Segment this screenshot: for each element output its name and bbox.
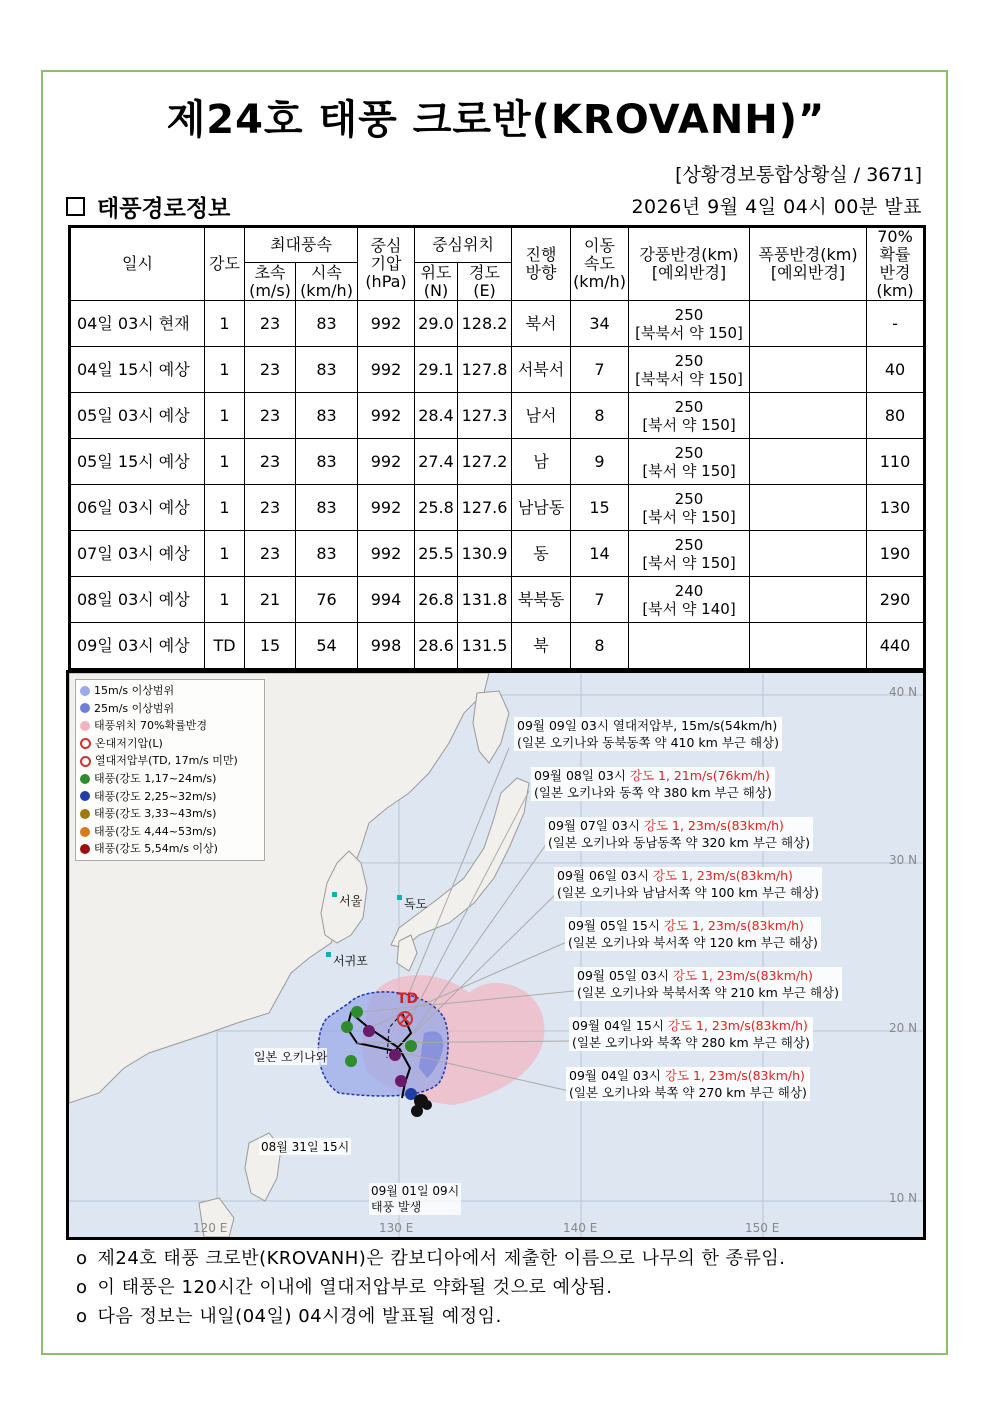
cell-storm-radius — [750, 347, 867, 393]
typhoon-symbol-icon — [80, 844, 90, 854]
cell-storm-radius — [750, 301, 867, 347]
lon-label-140: 140 E — [563, 1221, 598, 1235]
cell-lat: 28.4 — [415, 393, 458, 439]
cell-gale-radius — [629, 393, 750, 439]
legend-swatch-icon — [80, 721, 90, 731]
cell-intensity: TD — [205, 623, 245, 670]
lat-label-10: 10 N — [889, 1191, 918, 1205]
track-map — [66, 670, 926, 1240]
cell-wind-ms: 15 — [245, 623, 296, 670]
lat-label-30: 30 N — [889, 853, 918, 867]
callout-intensity: 강도 1, 21m/s(76km/h) — [629, 768, 770, 783]
cell-prob-radius: 440 — [867, 623, 925, 670]
th-wind-ms: 초속 (m/s) — [245, 263, 296, 301]
note-item — [76, 1302, 785, 1331]
table-row — [70, 393, 925, 439]
cell-wind-ms: 23 — [245, 531, 296, 577]
lon-label-120: 120 E — [193, 1221, 228, 1235]
gale-value: 250 — [674, 305, 704, 324]
note-item — [76, 1244, 785, 1273]
cell-wind-kmh: 83 — [296, 485, 358, 531]
cell-storm-radius — [750, 439, 867, 485]
cell-lat: 29.1 — [415, 347, 458, 393]
cell-prob-radius: 110 — [867, 439, 925, 485]
legend-label: 온대저기압(L) — [95, 736, 163, 750]
cell-lon: 131.8 — [458, 577, 512, 623]
cell-direction: 남서 — [512, 393, 571, 439]
cell-intensity: 1 — [205, 439, 245, 485]
th-speed: 이동 속도 (km/h) — [571, 227, 629, 301]
lon-label-150: 150 E — [745, 1221, 780, 1235]
legend-label: 태풍(강도 1,17~24m/s) — [94, 771, 217, 785]
th-datetime: 일시 — [70, 227, 205, 301]
legend-label: 태풍위치 70%확률반경 — [94, 719, 207, 733]
cell-wind-kmh: 83 — [296, 301, 358, 347]
typhoon-symbol-icon — [80, 791, 90, 801]
cell-datetime: 04일 03시 현재 — [70, 301, 205, 347]
table-row — [70, 485, 925, 531]
callout-time: 09월 06일 03시 — [557, 868, 653, 883]
track-callout — [566, 1067, 810, 1101]
cell-speed: 7 — [571, 577, 629, 623]
callout-intensity: 강도 1, 23m/s(83km/h) — [652, 868, 793, 883]
callout-time: 09월 05일 03시 — [577, 968, 673, 983]
th-wind-kmh: 시속 (km/h) — [296, 263, 358, 301]
cell-wind-ms: 23 — [245, 439, 296, 485]
cell-direction: 동 — [512, 531, 571, 577]
cell-storm-radius — [750, 577, 867, 623]
callout-location: (일본 오키나와 북쪽 약 280 km 부근 해상) — [572, 1035, 810, 1050]
legend-item — [80, 752, 260, 770]
cell-speed: 7 — [571, 347, 629, 393]
cell-lat: 27.4 — [415, 439, 458, 485]
cell-storm-radius — [750, 393, 867, 439]
legend-label: 태풍(강도 2,25~32m/s) — [94, 789, 217, 803]
callout-time: 09월 07일 03시 — [548, 818, 644, 833]
cell-wind-kmh: 83 — [296, 347, 358, 393]
legend-label: 15m/s 이상범위 — [94, 684, 175, 697]
cell-wind-kmh: 76 — [296, 577, 358, 623]
legend-item — [80, 770, 260, 788]
cell-lat: 25.5 — [415, 531, 458, 577]
callout-location: (일본 오키나와 동남동쪽 약 320 km 부근 해상) — [548, 835, 810, 850]
past-position-label: 08월 31일 15시 — [261, 1140, 350, 1154]
callout-location: (일본 오키나와 북서쪽 약 120 km 부근 해상) — [568, 935, 818, 950]
cell-datetime: 09일 03시 예상 — [70, 623, 205, 670]
cell-gale-radius — [629, 577, 750, 623]
track-table — [68, 225, 926, 671]
track-callout — [565, 917, 821, 951]
note-text: 이 태풍은 120시간 이내에 열대저압부로 약화될 것으로 예상됨. — [97, 1277, 613, 1298]
genesis-label: 09월 01일 09시 태풍 발생 — [371, 1184, 460, 1214]
th-pressure: 중심 기압 (hPa) — [358, 227, 415, 301]
cell-lat: 29.0 — [415, 301, 458, 347]
legend-label: 태풍(강도 5,54m/s 이상) — [94, 842, 218, 856]
cell-pressure: 998 — [358, 623, 415, 670]
cell-lat: 28.6 — [415, 623, 458, 670]
callout-intensity: 강도 1, 23m/s(83km/h) — [643, 818, 784, 833]
place-dokdo: 독도 — [404, 897, 428, 911]
cell-intensity: 1 — [205, 393, 245, 439]
section-title: 태풍경로정보 — [97, 196, 231, 222]
track-callout — [531, 767, 775, 801]
gale-value: 250 — [674, 535, 704, 554]
cell-wind-ms: 23 — [245, 393, 296, 439]
cell-wind-ms: 23 — [245, 347, 296, 393]
cell-lon: 128.2 — [458, 301, 512, 347]
callout-intensity: 강도 1, 23m/s(83km/h) — [664, 1068, 805, 1083]
lat-label-20: 20 N — [889, 1021, 918, 1035]
legend-item — [80, 823, 260, 841]
cell-wind-kmh: 83 — [296, 439, 358, 485]
cell-wind-kmh: 54 — [296, 623, 358, 670]
callout-location: (일본 오키나와 동쪽 약 380 km 부근 해상) — [534, 785, 772, 800]
table-row — [70, 623, 925, 670]
td-label: TD — [397, 991, 419, 1007]
table-row — [70, 439, 925, 485]
gale-value: 250 — [674, 351, 704, 370]
cell-prob-radius: 190 — [867, 531, 925, 577]
legend-label: 25m/s 이상범위 — [94, 701, 175, 715]
cell-storm-radius — [750, 531, 867, 577]
place-seoul: 서울 — [339, 894, 363, 908]
cell-speed: 8 — [571, 623, 629, 670]
cell-lat: 26.8 — [415, 577, 458, 623]
cell-direction: 남남동 — [512, 485, 571, 531]
cell-prob-radius: - — [867, 301, 925, 347]
legend-item — [80, 700, 260, 718]
cell-speed: 14 — [571, 531, 629, 577]
cell-prob-radius: 80 — [867, 393, 925, 439]
callout-location: (일본 오키나와 동북동쪽 약 410 km 부근 해상) — [517, 735, 779, 750]
cell-lon: 131.5 — [458, 623, 512, 670]
table-row — [70, 347, 925, 393]
cell-gale-radius — [629, 531, 750, 577]
cell-datetime: 04일 15시 예상 — [70, 347, 205, 393]
bullet-icon: o — [76, 1277, 88, 1298]
legend-label: 태풍(강도 3,33~43m/s) — [94, 807, 217, 821]
cell-intensity: 1 — [205, 485, 245, 531]
th-max-wind: 최대풍속 — [245, 227, 358, 263]
typhoon-symbol-icon — [80, 809, 90, 819]
lon-label-130: 130 E — [379, 1221, 414, 1235]
callout-intensity: 강도 1, 23m/s(83km/h) — [663, 918, 804, 933]
th-gale: 강풍반경(km) [예외반경] — [629, 227, 750, 301]
cell-pressure: 992 — [358, 301, 415, 347]
legend-label: 태풍(강도 4,44~53m/s) — [94, 824, 217, 838]
cell-direction: 북서 — [512, 301, 571, 347]
checkbox-icon — [66, 197, 85, 216]
th-lat: 위도 (N) — [415, 263, 458, 301]
cell-wind-kmh: 83 — [296, 393, 358, 439]
cell-pressure: 992 — [358, 347, 415, 393]
gale-exception: [북북서 약 150] — [635, 369, 743, 388]
note-item — [76, 1273, 785, 1302]
cell-gale-radius — [629, 623, 750, 670]
legend-label: 열대저압부(TD, 17m/s 미만) — [95, 754, 238, 768]
cell-lon: 127.2 — [458, 439, 512, 485]
gale-exception: [북북서 약 150] — [635, 323, 743, 342]
track-callout — [554, 867, 822, 901]
legend-item — [80, 717, 260, 735]
legend-item — [80, 682, 260, 700]
cell-datetime: 07일 03시 예상 — [70, 531, 205, 577]
cell-storm-radius — [750, 623, 867, 670]
callout-intensity: 강도 1, 23m/s(83km/h) — [672, 968, 813, 983]
cell-prob-radius: 130 — [867, 485, 925, 531]
cell-pressure: 992 — [358, 485, 415, 531]
th-center: 중심위치 — [415, 227, 512, 263]
cell-wind-kmh: 83 — [296, 531, 358, 577]
callout-time: 09월 09일 03시 열대저압부, 15m/s(54km/h) — [517, 718, 778, 733]
lat-label-40: 40 N — [889, 685, 918, 699]
cell-intensity: 1 — [205, 577, 245, 623]
legend-swatch-icon — [80, 686, 90, 696]
cell-lon: 127.6 — [458, 485, 512, 531]
cell-gale-radius — [629, 485, 750, 531]
note-text: 제24호 태풍 크로반(KROVANH)은 캄보디아에서 제출한 이름으로 나무의 한 종류임. — [97, 1248, 786, 1269]
legend-item — [80, 735, 260, 753]
cell-wind-ms: 23 — [245, 485, 296, 531]
th-prob: 70% 확률 반경 (km) — [867, 227, 925, 301]
cell-pressure: 992 — [358, 393, 415, 439]
cell-datetime: 05일 15시 예상 — [70, 439, 205, 485]
map-legend — [75, 679, 265, 861]
cell-speed: 9 — [571, 439, 629, 485]
track-callout — [545, 817, 813, 851]
cell-intensity: 1 — [205, 347, 245, 393]
gale-value: 250 — [674, 397, 704, 416]
callout-intensity: 강도 1, 23m/s(83km/h) — [667, 1018, 808, 1033]
typhoon-symbol-icon — [80, 756, 91, 767]
track-callout — [514, 717, 782, 751]
place-okinawa: 일본 오키나와 — [254, 1050, 328, 1064]
gale-exception: [북서 약 150] — [642, 415, 736, 434]
cell-pressure: 992 — [358, 531, 415, 577]
cell-prob-radius: 40 — [867, 347, 925, 393]
callout-time: 09월 04일 03시 — [569, 1068, 665, 1083]
typhoon-symbol-icon — [80, 827, 90, 837]
cell-prob-radius: 290 — [867, 577, 925, 623]
callout-location: (일본 오키나와 북쪽 약 270 km 부근 해상) — [569, 1085, 807, 1100]
cell-storm-radius — [750, 485, 867, 531]
cell-speed: 34 — [571, 301, 629, 347]
cell-lon: 130.9 — [458, 531, 512, 577]
section-heading — [66, 190, 230, 223]
callout-location: (일본 오키나와 북북서쪽 약 210 km 부근 해상) — [577, 985, 839, 1000]
issued-time: 2026년 9월 4일 04시 00분 발표 — [631, 196, 922, 218]
th-direction: 진행 방향 — [512, 227, 571, 301]
cell-direction: 남 — [512, 439, 571, 485]
callout-time: 09월 05일 15시 — [568, 918, 664, 933]
legend-item — [80, 805, 260, 823]
gale-exception: [북서 약 150] — [642, 553, 736, 572]
cell-gale-radius — [629, 301, 750, 347]
cell-direction: 북북동 — [512, 577, 571, 623]
table-row — [70, 577, 925, 623]
gale-value: 240 — [674, 581, 704, 600]
bullet-icon: o — [76, 1306, 88, 1327]
cell-intensity: 1 — [205, 301, 245, 347]
gale-exception: [북서 약 140] — [642, 599, 736, 618]
cell-datetime: 05일 03시 예상 — [70, 393, 205, 439]
cell-pressure: 992 — [358, 439, 415, 485]
gale-value: 250 — [674, 489, 704, 508]
legend-item — [80, 840, 260, 858]
th-lon: 경도 (E) — [458, 263, 512, 301]
track-callout — [574, 967, 842, 1001]
track-callout — [569, 1017, 813, 1051]
office-label: [상황경보통합상황실 / 3671] — [675, 164, 922, 186]
typhoon-symbol-icon — [80, 774, 90, 784]
cell-datetime: 08일 03시 예상 — [70, 577, 205, 623]
cell-speed: 15 — [571, 485, 629, 531]
cell-pressure: 994 — [358, 577, 415, 623]
cell-speed: 8 — [571, 393, 629, 439]
cell-wind-ms: 21 — [245, 577, 296, 623]
cell-direction: 서북서 — [512, 347, 571, 393]
cell-direction: 북 — [512, 623, 571, 670]
callout-location: (일본 오키나와 남남서쪽 약 100 km 부근 해상) — [557, 885, 819, 900]
cell-gale-radius — [629, 347, 750, 393]
legend-item — [80, 788, 260, 806]
th-intensity: 강도 — [205, 227, 245, 301]
cell-lat: 25.8 — [415, 485, 458, 531]
typhoon-symbol-icon — [80, 738, 91, 749]
legend-swatch-icon — [80, 703, 90, 713]
cell-gale-radius — [629, 439, 750, 485]
gale-value: 250 — [674, 443, 704, 462]
note-text: 다음 정보는 내일(04일) 04시경에 발표될 예정임. — [97, 1306, 502, 1327]
gale-exception: [북서 약 150] — [642, 461, 736, 480]
cell-lon: 127.3 — [458, 393, 512, 439]
bullet-icon: o — [76, 1248, 88, 1269]
table-row — [70, 531, 925, 577]
cell-datetime: 06일 03시 예상 — [70, 485, 205, 531]
page-title: 제24호 태풍 크로반(KROVANH)” — [166, 97, 826, 143]
table-row — [70, 301, 925, 347]
callout-time: 09월 04일 15시 — [572, 1018, 668, 1033]
gale-exception: [북서 약 150] — [642, 507, 736, 526]
cell-intensity: 1 — [205, 531, 245, 577]
th-storm: 폭풍반경(km) [예외반경] — [750, 227, 867, 301]
cell-lon: 127.8 — [458, 347, 512, 393]
place-seogwipo: 서귀포 — [333, 954, 368, 968]
callout-time: 09월 08일 03시 — [534, 768, 630, 783]
notes — [76, 1244, 785, 1331]
cell-wind-ms: 23 — [245, 301, 296, 347]
